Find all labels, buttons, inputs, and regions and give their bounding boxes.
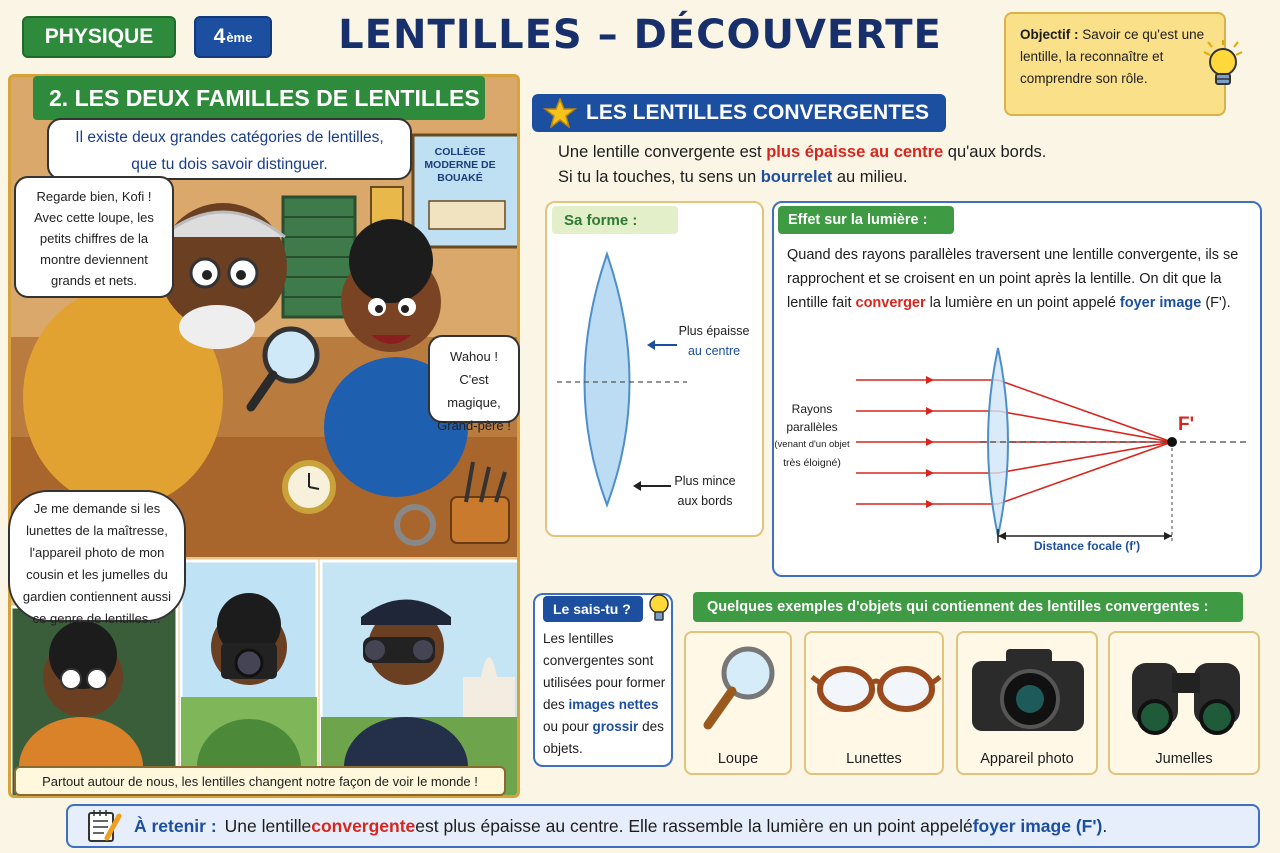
light-effect-label: Effet sur la lumière :	[778, 206, 954, 234]
converging-section-title: LES LENTILLES CONVERGENTES	[532, 94, 946, 132]
magnifier-icon	[686, 633, 794, 745]
example-card-glasses	[804, 631, 944, 775]
thought-bubble: Je me demande si les lunettes de la maîtresse, l'appareil photo de mon cousin et les jumelles du gardien contiennent aussi ce genre de lentilles…	[8, 490, 186, 622]
parallel-rays-label: Rayons parallèles (venant d'un objet très éloigné)	[774, 402, 850, 469]
camera-icon	[958, 633, 1100, 745]
example-label: Jumelles	[1155, 751, 1213, 767]
key-takeaway-bar: À retenir : Une lentille convergente est plus épaisse au centre. Elle rassemble la lumière en un point appelé foyer image (F') .	[66, 804, 1260, 848]
did-you-know-text: Les lentilles convergentes sont utilisées pour former des images nettes ou pour grossir des objets.	[543, 631, 666, 756]
light-effect-text: Quand des rayons parallèles traversent une lentille convergente, ils se rapprochent et se croisent en un point après la lentille. On dit que la lentille fait converger la lumière en un point appelé foyer image (F').	[787, 247, 1239, 311]
ray-diagram	[850, 340, 1250, 560]
examples-label: Quelques exemples d'objets qui contiennent des lentilles convergentes :	[693, 592, 1243, 622]
converging-definition: Une lentille convergente est plus épaisse au centre qu'aux bords. Si tu la touches, tu sens un bourrelet au milieu.	[558, 143, 1047, 186]
subject-tag: PHYSIQUE	[22, 16, 176, 58]
example-label: Lunettes	[846, 751, 902, 767]
objective-note: Objectif : Savoir ce qu'est une lentille, la reconnaître et comprendre son rôle.	[1004, 12, 1226, 116]
example-card-binoculars	[1108, 631, 1260, 775]
section-title: 2. LES DEUX FAMILLES DE LENTILLES	[33, 76, 485, 120]
glasses-icon	[806, 633, 946, 745]
example-card-camera	[956, 631, 1098, 775]
example-label: Loupe	[717, 751, 759, 767]
comic-caption: Partout autour de nous, les lentilles changent notre façon de voir le monde !	[14, 766, 506, 796]
page-title: LENTILLES – DÉCOUVERTE	[338, 12, 942, 58]
lightbulb-icon	[1200, 38, 1246, 94]
lightbulb-icon	[646, 592, 672, 624]
example-card-magnifier	[684, 631, 792, 775]
example-label: Appareil photo	[980, 751, 1074, 767]
level-tag: 4 ème	[194, 16, 272, 58]
thick-center-label: Plus épaisse au centre	[678, 324, 750, 358]
kofi-speech-bubble: Wahou ! C'est magique, Grand-père !	[428, 335, 520, 423]
intro-speech-bubble: Il existe deux grandes catégories de lentilles, que tu dois savoir distinguer.	[47, 118, 412, 180]
notepad-pencil-icon	[86, 808, 124, 844]
grandpa-speech-bubble: Regarde bien, Kofi ! Avec cette loupe, les petits chiffres de la montre deviennent grands et nets.	[14, 176, 174, 298]
focal-distance-label: Distance focale (f')	[1033, 539, 1141, 553]
did-you-know-label: Le sais-tu ?	[543, 596, 643, 622]
school-sign: COLLÈGE MODERNE DE BOUAKÉ	[424, 146, 496, 184]
shape-label: Sa forme :	[552, 206, 678, 234]
focus-point-label: F'	[1178, 414, 1195, 435]
star-icon	[543, 98, 577, 128]
thin-edges-label: Plus mince aux bords	[674, 474, 736, 508]
binoculars-icon	[1110, 633, 1262, 745]
